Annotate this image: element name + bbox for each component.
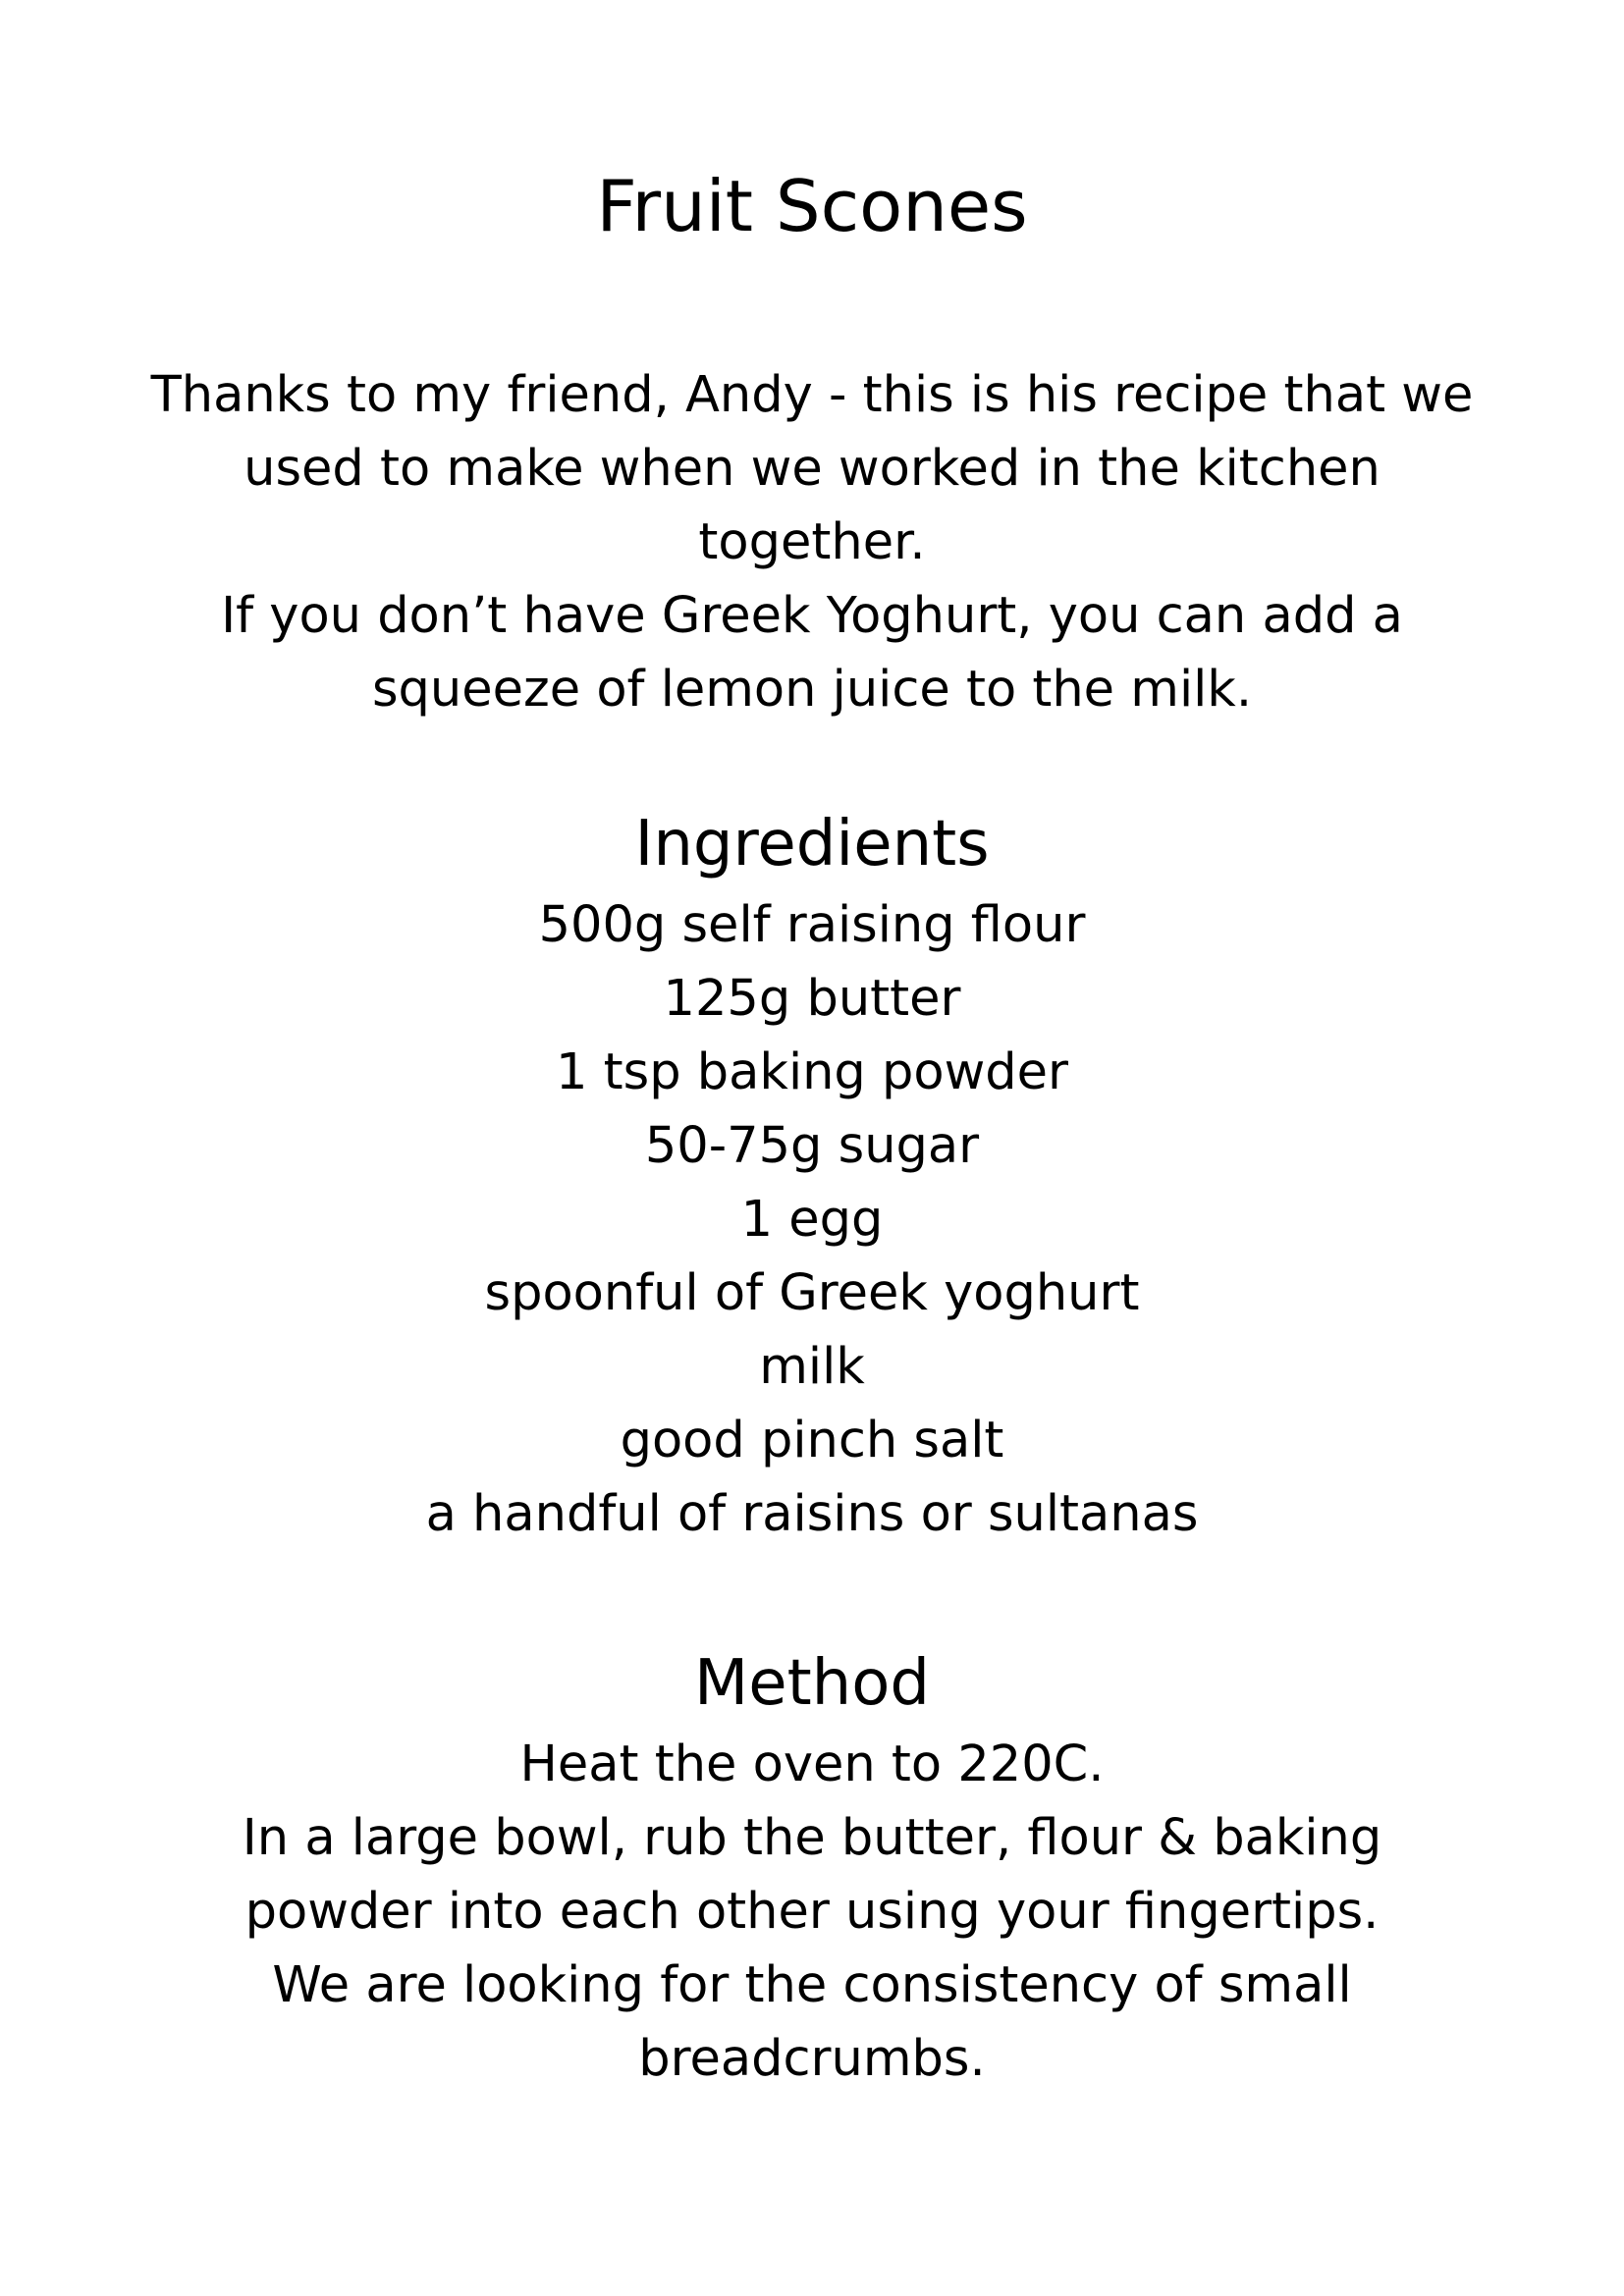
ingredient-item: 1 egg [740,1191,884,1249]
ingredients-heading: Ingredients [634,808,990,881]
ingredients-list [0,888,1624,1551]
intro-paragraph: Thanks to my friend, Andy - this is his recipe that we used to make when we worked in the kitchen together. [150,366,1474,571]
method-step: We are looking for the consistency of small breadcrumbs. [272,1956,1352,2088]
method-heading: Method [693,1647,931,1720]
ingredient-item: spoonful of Greek yoghurt [484,1264,1140,1322]
intro-paragraph: If you don’t have Greek Yoghurt, you can add a squeeze of lemon juice to the milk. [221,587,1403,719]
method-step: Heat the oven to 220C. [519,1735,1105,1793]
ingredient-item: 500g self raising flour [538,896,1086,954]
page-title: Fruit Scones [596,165,1028,247]
intro-text [147,358,1477,726]
ingredient-item: milk [759,1338,865,1396]
ingredient-item: a handful of raisins or sultanas [425,1485,1199,1543]
ingredient-item: 50-75g sugar [644,1117,980,1175]
method-steps [147,1728,1477,2096]
ingredient-item: good pinch salt [620,1412,1004,1469]
ingredient-item: 1 tsp baking powder [555,1043,1069,1101]
ingredient-item: 125g butter [663,970,961,1028]
method-step: In a large bowl, rub the butter, flour & baking powder into each other using your fingertips. [242,1809,1382,1941]
